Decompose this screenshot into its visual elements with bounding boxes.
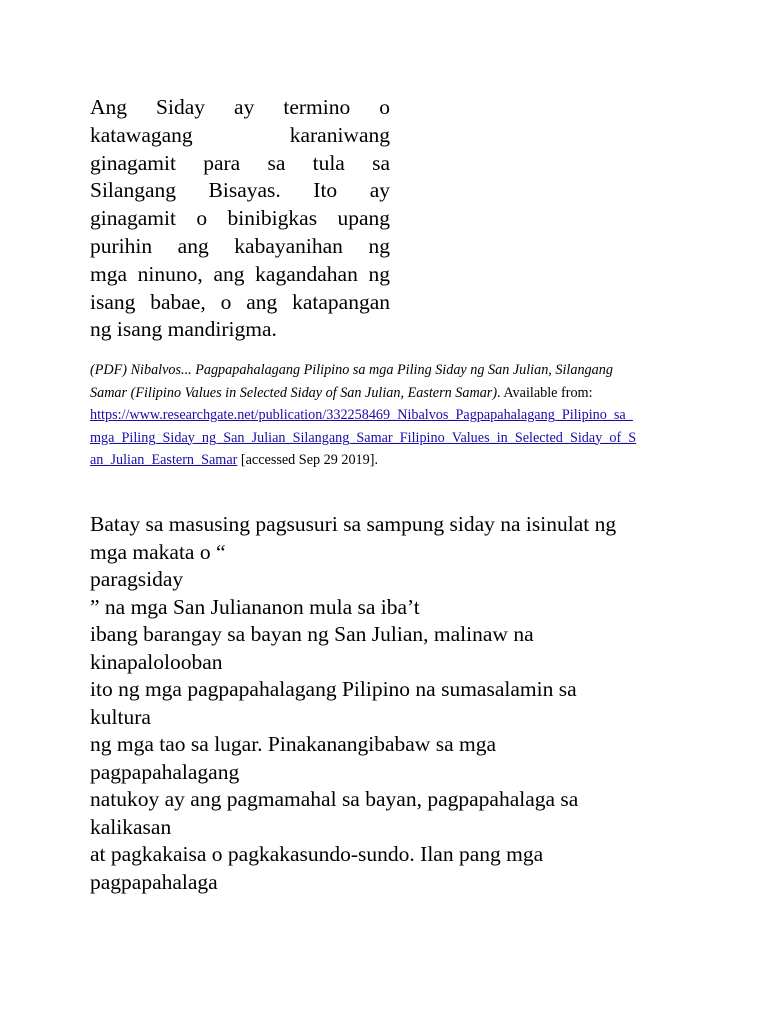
paragraph-line: ginagamit para sa tula sa: [90, 150, 390, 175]
paragraph-line: ng isang mandirigma.: [90, 317, 277, 342]
paragraph-line: kinapalolooban: [90, 649, 223, 674]
paragraph-line: ginagamit o binibigkas upang: [90, 206, 390, 231]
paragraph-line: kultura: [90, 704, 151, 729]
paragraph-line: at pagkakaisa o pagkakasundo-sundo. Ilan pang mga: [90, 842, 544, 866]
citation-available-from: . Available from:: [497, 384, 593, 401]
citation-block: [90, 359, 680, 472]
paragraph-line: kalikasan: [90, 814, 172, 839]
siday-definition-paragraph: [90, 94, 390, 344]
paragraph-line: Ang Siday ay termino o: [90, 95, 390, 119]
citation-link-part[interactable]: an_Julian_Eastern_Samar: [90, 452, 238, 468]
citation-link-line: [90, 427, 680, 450]
paragraph-line: mga ninuno, ang kagandahan ng: [90, 261, 390, 286]
paragraph-line: Batay sa masusing pagsusuri sa sampung siday na isinulat ng: [90, 512, 617, 536]
paragraph-line: natukoy ay ang pagmamahal sa bayan, pagpapahalaga sa: [90, 787, 579, 811]
paragraph-line: purihin ang kabayanihan ng: [90, 233, 390, 258]
citation-accessed-date: [accessed Sep 29 2019].: [237, 452, 379, 468]
paragraph-line: ibang barangay sa bayan ng San Julian, malinaw na: [90, 622, 534, 646]
citation-title-italic: Samar (Filipino Values in Selected Siday of San Julian, Eastern Samar): [90, 384, 498, 401]
paragraph-line: isang babae, o ang katapangan: [90, 289, 390, 314]
analysis-paragraph: [90, 511, 690, 896]
citation-link-line: [90, 404, 680, 427]
citation-link-part[interactable]: https://www.researchgate.net/publication/332258469_Nibalvos_Pagpapahalagang_Pilipino_sa_: [90, 407, 633, 423]
paragraph-line: ito ng mga pagpapahalagang Pilipino na sumasalamin sa: [90, 677, 577, 701]
paragraph-line: pagpapahalaga: [90, 869, 218, 894]
citation-link-part[interactable]: mga_Piling_Siday_ng_San_Julian_Silangang_Samar_Filipino_Values_in_Selected_Siday_of_S: [90, 429, 637, 446]
paragraph-line: ng mga tao sa lugar. Pinakanangibabaw sa mga: [90, 732, 497, 756]
paragraph-line: pagpapahalagang: [90, 759, 240, 784]
paragraph-line: ” na mga San Juliananon mula sa iba’t: [90, 594, 420, 619]
citation-title-line: [90, 382, 680, 405]
paragraph-line: katawagang karaniwang: [90, 122, 390, 147]
paragraph-line: paragsiday: [90, 567, 184, 591]
paragraph-line: mga makata o “: [90, 539, 226, 564]
citation-title-line: (PDF) Nibalvos... Pagpapahalagang Pilipino sa mga Piling Siday ng San Julian, Silangang: [90, 362, 613, 378]
paragraph-line: Silangang Bisayas. Ito ay: [90, 178, 390, 203]
citation-link-line: [90, 449, 680, 472]
